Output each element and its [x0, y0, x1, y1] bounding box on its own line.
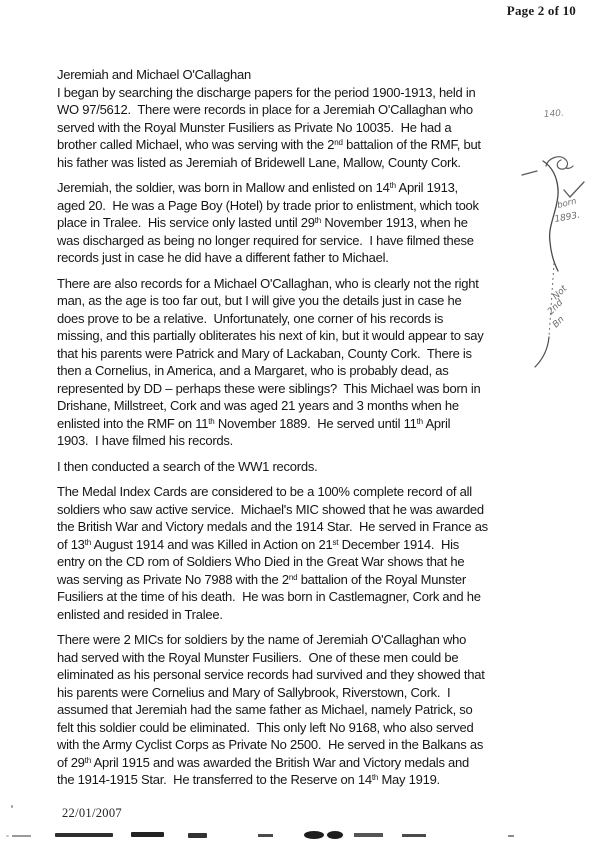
- text-line: that his parents were Patrick and Mary of Lackaban, County Cork. There is: [57, 345, 472, 361]
- strip-fragment: [258, 834, 273, 837]
- paragraph: [57, 275, 557, 450]
- arrow-curve: [535, 337, 549, 367]
- text-line: missing, and this partially obliterates his next of kin, but it would appear to say: [57, 328, 484, 343]
- text-line: the British War and Victory medals and the 1914 Star. He served in France as: [57, 519, 488, 534]
- strip-fragment: [131, 832, 164, 837]
- text-line: of 13th August 1914 and was Killed in Action on 21st December 1914. His: [57, 536, 460, 552]
- text-line: does prove to be a relative. Unfortunately, one corner of his records is: [57, 310, 444, 326]
- text-line: There were 2 MICs for soldiers by the name of Jeremiah O'Callaghan who: [57, 632, 467, 647]
- svg-text:2nd: 2nd: [546, 297, 566, 318]
- page-number: Page 2 of 10: [506, 3, 576, 18]
- text-line: place in Tralee. His service only lasted until 29th November 1913, when he: [57, 215, 468, 230]
- text-line: with the Army Cyclist Corps as Private No 2500. He served in the Balkans as: [57, 737, 484, 752]
- dash-mark: [522, 171, 537, 175]
- text-line: his father was listed as Jeremiah of Bridewell Lane, Mallow, County Cork.: [57, 154, 461, 170]
- text-line: eliminated as his personal service records had survived and they showed that: [57, 667, 485, 682]
- handwritten-note-born-1893: [554, 196, 581, 224]
- strip-fragment: [304, 831, 324, 839]
- text-line: enlisted and resided in Tralee.: [57, 606, 223, 622]
- text-line: 1903. I have filmed his records.: [57, 433, 234, 448]
- text-line: assumed that Jeremiah had the same father as Michael, namely Patrick, so: [57, 702, 473, 717]
- document-title: Jeremiah and Michael O'Callaghan: [57, 67, 251, 82]
- paragraph: [57, 179, 557, 267]
- text-line: Drishane, Millstreet, Cork and was aged 21 years and 3 months when he: [57, 398, 459, 413]
- svg-text:140.: 140.: [543, 108, 565, 120]
- text-line: his parents were Cornelius and Mary of Sallybrook, Riverstown, Cork. I: [57, 684, 451, 700]
- text-line: aged 20. He was a Page Boy (Hotel) by trade prior to enlistment, which took: [57, 197, 479, 213]
- footer-date: 22/01/2007: [62, 806, 122, 820]
- svg-text:1893.: 1893.: [553, 210, 581, 225]
- text-line: enlisted into the RMF on 11th November 1889. He served until 11th April: [57, 415, 451, 431]
- strip-fragment: [402, 834, 426, 837]
- svg-text:Not: Not: [551, 283, 570, 303]
- checkmark-icon: [564, 182, 584, 197]
- text-line: Jeremiah, the soldier, was born in Mallow and enlisted on 14th April 1913,: [57, 180, 458, 195]
- strip-fragment: [188, 833, 207, 838]
- svg-text:Bn: Bn: [551, 314, 567, 331]
- svg-text:born: born: [556, 196, 578, 211]
- handwritten-note-140: [544, 109, 565, 120]
- text-line: was discharged as being no longer required for service. I have filmed these: [57, 232, 474, 248]
- text-line: soldiers who saw active service. Michael's MIC showed that he was awarded: [57, 501, 484, 517]
- text-line: of 29th April 1915 and was awarded the British War and Victory medals and: [57, 754, 469, 770]
- strip-fragment: [327, 831, 343, 839]
- strip-fragment: [55, 833, 113, 837]
- text-line: served with the Royal Munster Fusiliers as Private No 10035. He had a: [57, 119, 452, 135]
- text-line: was serving as Private No 7988 with the 2nd battalion of the Royal Munster: [57, 571, 466, 587]
- paragraph: [57, 84, 557, 172]
- text-line: entry on the CD rom of Soldiers Who Died in the Great War shows that he: [57, 554, 465, 569]
- document-body: [57, 66, 557, 797]
- text-line: represented by DD – perhaps these were siblings? This Michael was born in: [57, 380, 481, 396]
- text-line: WO 97/5612. There were records in place for a Jeremiah O'Callaghan who: [57, 102, 473, 117]
- text-line: brother called Michael, who was serving with the 2nd battalion of the RMF, but: [57, 137, 481, 152]
- text-line: had served with the Royal Munster Fusiliers. One of these men could be: [57, 649, 459, 665]
- text-line: man, as the age is too far out, but I will give you the details just in case he: [57, 293, 462, 308]
- scan-speck: [6, 835, 9, 837]
- strip-fragment: [508, 835, 514, 837]
- strip-fragment: [12, 835, 31, 837]
- text-line: I began by searching the discharge papers for the period 1900-1913, held in: [57, 84, 476, 100]
- paragraph: [57, 483, 557, 623]
- scan-speck: [11, 805, 13, 808]
- cutoff-scan-strip: [0, 828, 600, 840]
- title-paragraph: [57, 66, 557, 171]
- text-line: Fusiliers at the time of his death. He was born in Castlemagner, Cork and he: [57, 589, 481, 604]
- text-line: The Medal Index Cards are considered to be a 100% complete record of all: [57, 484, 472, 499]
- text-line: then a Cornelius, in America, and a Margaret, who is probably dead, as: [57, 363, 449, 378]
- text-line: I then conducted a search of the WW1 records.: [57, 458, 318, 474]
- handwritten-margin-annotations: [510, 95, 600, 385]
- text-line: the 1914-1915 Star. He transferred to the Reserve on 14th May 1919.: [57, 772, 440, 787]
- paragraph: [57, 458, 557, 476]
- paragraph: [57, 631, 557, 789]
- text-line: There are also records for a Michael O'Callaghan, who is clearly not the right: [57, 275, 479, 291]
- text-line: felt this soldier could be eliminated. This only left No 9168, who also served: [57, 719, 474, 735]
- strip-fragment: [354, 833, 383, 837]
- text-line: records just in case he did have a different father to Michael.: [57, 250, 389, 265]
